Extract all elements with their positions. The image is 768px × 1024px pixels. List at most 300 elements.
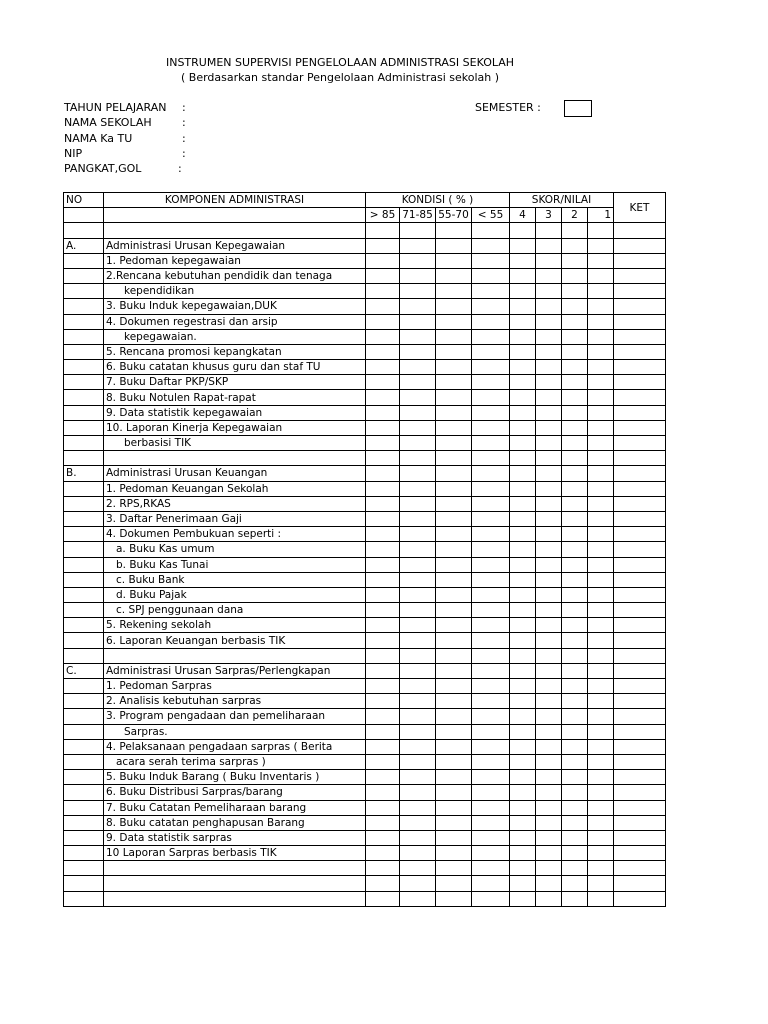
cell-kondisi-55-70[interactable]	[436, 481, 472, 496]
cell-kondisi-85[interactable]	[366, 815, 400, 830]
cell-skor-4[interactable]	[510, 663, 536, 678]
cell-kondisi-85[interactable]	[366, 587, 400, 602]
cell-skor-4[interactable]	[510, 375, 536, 390]
cell-ket[interactable]	[614, 876, 666, 891]
cell-kondisi-71-85[interactable]	[400, 709, 436, 724]
cell-kondisi-71-85[interactable]	[400, 785, 436, 800]
cell-skor-3[interactable]	[536, 785, 562, 800]
cell-skor-1[interactable]	[588, 663, 614, 678]
cell-kondisi-71-85[interactable]	[400, 466, 436, 481]
cell-kondisi-55[interactable]	[472, 557, 510, 572]
cell-ket[interactable]	[614, 557, 666, 572]
cell-kondisi-71-85[interactable]	[400, 633, 436, 648]
cell-skor-1[interactable]	[588, 603, 614, 618]
cell-kondisi-55-70[interactable]	[436, 253, 472, 268]
cell-kondisi-71-85[interactable]	[400, 770, 436, 785]
cell-kondisi-55-70[interactable]	[436, 420, 472, 435]
cell-kondisi-85[interactable]	[366, 891, 400, 906]
cell-kondisi-71-85[interactable]	[400, 238, 436, 253]
cell-kondisi-71-85[interactable]	[400, 739, 436, 754]
cell-skor-4[interactable]	[510, 481, 536, 496]
cell-kondisi-85[interactable]	[366, 405, 400, 420]
cell-kondisi-55-70[interactable]	[436, 436, 472, 451]
cell-kondisi-85[interactable]	[366, 830, 400, 845]
cell-skor-4[interactable]	[510, 511, 536, 526]
cell-skor-1[interactable]	[588, 511, 614, 526]
cell-kondisi-85[interactable]	[366, 739, 400, 754]
cell-kondisi-55[interactable]	[472, 511, 510, 526]
cell-skor-3[interactable]	[536, 754, 562, 769]
cell-kondisi-71-85[interactable]	[400, 724, 436, 739]
cell-skor-4[interactable]	[510, 268, 536, 283]
cell-skor-1[interactable]	[588, 861, 614, 876]
cell-kondisi-55[interactable]	[472, 891, 510, 906]
cell-kondisi-55-70[interactable]	[436, 223, 472, 238]
cell-kondisi-71-85[interactable]	[400, 572, 436, 587]
cell-kondisi-85[interactable]	[366, 709, 400, 724]
cell-skor-1[interactable]	[588, 284, 614, 299]
cell-kondisi-85[interactable]	[366, 360, 400, 375]
cell-skor-1[interactable]	[588, 739, 614, 754]
cell-kondisi-55-70[interactable]	[436, 405, 472, 420]
cell-skor-3[interactable]	[536, 800, 562, 815]
cell-kondisi-55[interactable]	[472, 618, 510, 633]
cell-skor-3[interactable]	[536, 314, 562, 329]
cell-ket[interactable]	[614, 299, 666, 314]
cell-skor-2[interactable]	[562, 830, 588, 845]
cell-kondisi-55[interactable]	[472, 648, 510, 663]
cell-kondisi-71-85[interactable]	[400, 314, 436, 329]
cell-kondisi-85[interactable]	[366, 375, 400, 390]
cell-skor-3[interactable]	[536, 876, 562, 891]
cell-kondisi-85[interactable]	[366, 876, 400, 891]
cell-skor-2[interactable]	[562, 876, 588, 891]
cell-kondisi-55-70[interactable]	[436, 496, 472, 511]
cell-skor-2[interactable]	[562, 511, 588, 526]
cell-kondisi-55[interactable]	[472, 299, 510, 314]
cell-skor-3[interactable]	[536, 679, 562, 694]
cell-skor-4[interactable]	[510, 420, 536, 435]
cell-kondisi-55[interactable]	[472, 481, 510, 496]
cell-kondisi-71-85[interactable]	[400, 420, 436, 435]
cell-skor-2[interactable]	[562, 694, 588, 709]
cell-kondisi-85[interactable]	[366, 481, 400, 496]
cell-kondisi-71-85[interactable]	[400, 542, 436, 557]
cell-kondisi-55[interactable]	[472, 238, 510, 253]
cell-kondisi-71-85[interactable]	[400, 481, 436, 496]
cell-kondisi-71-85[interactable]	[400, 846, 436, 861]
cell-kondisi-55-70[interactable]	[436, 344, 472, 359]
cell-skor-3[interactable]	[536, 496, 562, 511]
cell-skor-3[interactable]	[536, 527, 562, 542]
cell-skor-4[interactable]	[510, 633, 536, 648]
cell-skor-4[interactable]	[510, 329, 536, 344]
cell-kondisi-85[interactable]	[366, 633, 400, 648]
cell-skor-4[interactable]	[510, 724, 536, 739]
cell-ket[interactable]	[614, 223, 666, 238]
cell-skor-2[interactable]	[562, 344, 588, 359]
cell-kondisi-55-70[interactable]	[436, 618, 472, 633]
cell-ket[interactable]	[614, 603, 666, 618]
cell-kondisi-55[interactable]	[472, 542, 510, 557]
cell-skor-4[interactable]	[510, 618, 536, 633]
cell-skor-3[interactable]	[536, 284, 562, 299]
cell-skor-1[interactable]	[588, 420, 614, 435]
cell-kondisi-85[interactable]	[366, 223, 400, 238]
cell-ket[interactable]	[614, 648, 666, 663]
cell-ket[interactable]	[614, 785, 666, 800]
cell-kondisi-55[interactable]	[472, 284, 510, 299]
cell-kondisi-85[interactable]	[366, 542, 400, 557]
cell-ket[interactable]	[614, 481, 666, 496]
cell-kondisi-55[interactable]	[472, 587, 510, 602]
cell-kondisi-71-85[interactable]	[400, 253, 436, 268]
cell-kondisi-71-85[interactable]	[400, 527, 436, 542]
cell-ket[interactable]	[614, 694, 666, 709]
cell-kondisi-85[interactable]	[366, 679, 400, 694]
cell-skor-2[interactable]	[562, 436, 588, 451]
cell-skor-4[interactable]	[510, 679, 536, 694]
cell-kondisi-55[interactable]	[472, 466, 510, 481]
cell-skor-2[interactable]	[562, 314, 588, 329]
cell-skor-3[interactable]	[536, 344, 562, 359]
cell-kondisi-85[interactable]	[366, 344, 400, 359]
cell-skor-3[interactable]	[536, 724, 562, 739]
cell-kondisi-55[interactable]	[472, 679, 510, 694]
cell-skor-3[interactable]	[536, 375, 562, 390]
cell-skor-2[interactable]	[562, 329, 588, 344]
cell-skor-2[interactable]	[562, 785, 588, 800]
cell-skor-2[interactable]	[562, 496, 588, 511]
cell-kondisi-55-70[interactable]	[436, 800, 472, 815]
cell-skor-4[interactable]	[510, 739, 536, 754]
cell-skor-3[interactable]	[536, 633, 562, 648]
cell-skor-4[interactable]	[510, 390, 536, 405]
cell-kondisi-85[interactable]	[366, 694, 400, 709]
cell-kondisi-71-85[interactable]	[400, 405, 436, 420]
cell-kondisi-55-70[interactable]	[436, 314, 472, 329]
cell-kondisi-85[interactable]	[366, 253, 400, 268]
cell-skor-1[interactable]	[588, 466, 614, 481]
cell-kondisi-55-70[interactable]	[436, 587, 472, 602]
cell-skor-4[interactable]	[510, 800, 536, 815]
cell-skor-4[interactable]	[510, 223, 536, 238]
cell-skor-4[interactable]	[510, 436, 536, 451]
cell-skor-1[interactable]	[588, 709, 614, 724]
cell-kondisi-71-85[interactable]	[400, 861, 436, 876]
cell-kondisi-55[interactable]	[472, 405, 510, 420]
cell-skor-3[interactable]	[536, 739, 562, 754]
cell-kondisi-55[interactable]	[472, 724, 510, 739]
cell-skor-1[interactable]	[588, 451, 614, 466]
cell-kondisi-85[interactable]	[366, 663, 400, 678]
cell-kondisi-55[interactable]	[472, 785, 510, 800]
cell-kondisi-55[interactable]	[472, 663, 510, 678]
cell-kondisi-55-70[interactable]	[436, 527, 472, 542]
cell-skor-1[interactable]	[588, 542, 614, 557]
cell-ket[interactable]	[614, 238, 666, 253]
cell-skor-3[interactable]	[536, 861, 562, 876]
cell-skor-3[interactable]	[536, 481, 562, 496]
semester-input-box[interactable]	[564, 100, 592, 117]
cell-kondisi-55[interactable]	[472, 375, 510, 390]
cell-kondisi-55[interactable]	[472, 815, 510, 830]
cell-skor-2[interactable]	[562, 284, 588, 299]
cell-ket[interactable]	[614, 861, 666, 876]
cell-skor-2[interactable]	[562, 223, 588, 238]
cell-ket[interactable]	[614, 451, 666, 466]
cell-skor-4[interactable]	[510, 542, 536, 557]
cell-skor-4[interactable]	[510, 876, 536, 891]
cell-kondisi-71-85[interactable]	[400, 891, 436, 906]
cell-kondisi-85[interactable]	[366, 238, 400, 253]
cell-kondisi-71-85[interactable]	[400, 603, 436, 618]
cell-kondisi-55[interactable]	[472, 451, 510, 466]
cell-skor-4[interactable]	[510, 253, 536, 268]
cell-kondisi-71-85[interactable]	[400, 360, 436, 375]
cell-kondisi-85[interactable]	[366, 329, 400, 344]
cell-kondisi-55[interactable]	[472, 876, 510, 891]
cell-kondisi-71-85[interactable]	[400, 679, 436, 694]
cell-kondisi-71-85[interactable]	[400, 223, 436, 238]
cell-skor-1[interactable]	[588, 314, 614, 329]
cell-kondisi-55-70[interactable]	[436, 603, 472, 618]
cell-skor-2[interactable]	[562, 891, 588, 906]
cell-skor-3[interactable]	[536, 420, 562, 435]
cell-skor-1[interactable]	[588, 360, 614, 375]
cell-skor-2[interactable]	[562, 709, 588, 724]
cell-skor-2[interactable]	[562, 633, 588, 648]
cell-ket[interactable]	[614, 800, 666, 815]
cell-kondisi-55[interactable]	[472, 633, 510, 648]
cell-skor-2[interactable]	[562, 405, 588, 420]
cell-skor-2[interactable]	[562, 238, 588, 253]
cell-skor-2[interactable]	[562, 587, 588, 602]
cell-skor-2[interactable]	[562, 663, 588, 678]
cell-kondisi-71-85[interactable]	[400, 557, 436, 572]
cell-kondisi-55-70[interactable]	[436, 466, 472, 481]
cell-kondisi-55-70[interactable]	[436, 785, 472, 800]
cell-skor-3[interactable]	[536, 618, 562, 633]
cell-kondisi-71-85[interactable]	[400, 390, 436, 405]
cell-skor-4[interactable]	[510, 785, 536, 800]
cell-ket[interactable]	[614, 891, 666, 906]
cell-skor-3[interactable]	[536, 329, 562, 344]
cell-skor-4[interactable]	[510, 405, 536, 420]
cell-skor-4[interactable]	[510, 466, 536, 481]
cell-skor-3[interactable]	[536, 223, 562, 238]
cell-kondisi-85[interactable]	[366, 648, 400, 663]
cell-kondisi-71-85[interactable]	[400, 815, 436, 830]
cell-skor-1[interactable]	[588, 268, 614, 283]
cell-skor-4[interactable]	[510, 891, 536, 906]
cell-skor-4[interactable]	[510, 572, 536, 587]
cell-skor-4[interactable]	[510, 284, 536, 299]
cell-skor-2[interactable]	[562, 800, 588, 815]
cell-kondisi-55-70[interactable]	[436, 739, 472, 754]
cell-skor-2[interactable]	[562, 253, 588, 268]
cell-ket[interactable]	[614, 360, 666, 375]
cell-kondisi-55-70[interactable]	[436, 663, 472, 678]
cell-kondisi-55[interactable]	[472, 846, 510, 861]
cell-skor-1[interactable]	[588, 891, 614, 906]
cell-skor-4[interactable]	[510, 846, 536, 861]
cell-kondisi-55[interactable]	[472, 770, 510, 785]
cell-skor-1[interactable]	[588, 770, 614, 785]
cell-kondisi-85[interactable]	[366, 770, 400, 785]
cell-skor-1[interactable]	[588, 223, 614, 238]
cell-kondisi-71-85[interactable]	[400, 284, 436, 299]
cell-ket[interactable]	[614, 679, 666, 694]
cell-skor-3[interactable]	[536, 542, 562, 557]
cell-skor-3[interactable]	[536, 557, 562, 572]
cell-kondisi-55[interactable]	[472, 739, 510, 754]
cell-kondisi-55[interactable]	[472, 420, 510, 435]
cell-kondisi-55-70[interactable]	[436, 299, 472, 314]
cell-kondisi-85[interactable]	[366, 572, 400, 587]
cell-kondisi-71-85[interactable]	[400, 268, 436, 283]
cell-kondisi-55-70[interactable]	[436, 238, 472, 253]
cell-skor-1[interactable]	[588, 846, 614, 861]
cell-ket[interactable]	[614, 420, 666, 435]
cell-skor-3[interactable]	[536, 405, 562, 420]
cell-kondisi-71-85[interactable]	[400, 618, 436, 633]
cell-skor-2[interactable]	[562, 481, 588, 496]
cell-kondisi-55-70[interactable]	[436, 329, 472, 344]
cell-kondisi-85[interactable]	[366, 603, 400, 618]
cell-kondisi-85[interactable]	[366, 527, 400, 542]
cell-kondisi-71-85[interactable]	[400, 663, 436, 678]
cell-ket[interactable]	[614, 724, 666, 739]
cell-skor-3[interactable]	[536, 603, 562, 618]
cell-kondisi-55-70[interactable]	[436, 360, 472, 375]
cell-skor-2[interactable]	[562, 846, 588, 861]
cell-ket[interactable]	[614, 587, 666, 602]
cell-ket[interactable]	[614, 618, 666, 633]
cell-skor-2[interactable]	[562, 724, 588, 739]
cell-skor-3[interactable]	[536, 648, 562, 663]
cell-skor-4[interactable]	[510, 238, 536, 253]
cell-kondisi-71-85[interactable]	[400, 511, 436, 526]
cell-skor-3[interactable]	[536, 846, 562, 861]
cell-skor-2[interactable]	[562, 527, 588, 542]
cell-skor-2[interactable]	[562, 542, 588, 557]
cell-kondisi-55-70[interactable]	[436, 830, 472, 845]
cell-kondisi-55[interactable]	[472, 314, 510, 329]
cell-skor-2[interactable]	[562, 648, 588, 663]
cell-ket[interactable]	[614, 572, 666, 587]
cell-ket[interactable]	[614, 436, 666, 451]
cell-skor-3[interactable]	[536, 663, 562, 678]
cell-ket[interactable]	[614, 770, 666, 785]
cell-ket[interactable]	[614, 739, 666, 754]
cell-skor-2[interactable]	[562, 861, 588, 876]
cell-skor-1[interactable]	[588, 557, 614, 572]
cell-skor-3[interactable]	[536, 466, 562, 481]
cell-kondisi-71-85[interactable]	[400, 694, 436, 709]
cell-ket[interactable]	[614, 284, 666, 299]
cell-skor-3[interactable]	[536, 511, 562, 526]
cell-kondisi-55-70[interactable]	[436, 876, 472, 891]
cell-skor-2[interactable]	[562, 375, 588, 390]
cell-skor-1[interactable]	[588, 618, 614, 633]
cell-kondisi-85[interactable]	[366, 436, 400, 451]
cell-kondisi-71-85[interactable]	[400, 648, 436, 663]
cell-kondisi-55[interactable]	[472, 436, 510, 451]
cell-skor-2[interactable]	[562, 557, 588, 572]
cell-kondisi-71-85[interactable]	[400, 329, 436, 344]
cell-skor-3[interactable]	[536, 299, 562, 314]
cell-ket[interactable]	[614, 253, 666, 268]
cell-skor-1[interactable]	[588, 253, 614, 268]
cell-skor-3[interactable]	[536, 253, 562, 268]
cell-skor-4[interactable]	[510, 314, 536, 329]
cell-kondisi-55[interactable]	[472, 496, 510, 511]
cell-ket[interactable]	[614, 830, 666, 845]
cell-skor-1[interactable]	[588, 329, 614, 344]
cell-skor-3[interactable]	[536, 815, 562, 830]
cell-skor-4[interactable]	[510, 603, 536, 618]
cell-kondisi-85[interactable]	[366, 557, 400, 572]
cell-skor-2[interactable]	[562, 572, 588, 587]
cell-skor-4[interactable]	[510, 754, 536, 769]
cell-skor-3[interactable]	[536, 238, 562, 253]
cell-kondisi-55-70[interactable]	[436, 679, 472, 694]
cell-skor-2[interactable]	[562, 603, 588, 618]
cell-kondisi-55-70[interactable]	[436, 268, 472, 283]
cell-skor-2[interactable]	[562, 268, 588, 283]
cell-kondisi-55[interactable]	[472, 572, 510, 587]
cell-skor-3[interactable]	[536, 268, 562, 283]
cell-ket[interactable]	[614, 754, 666, 769]
cell-kondisi-55-70[interactable]	[436, 451, 472, 466]
cell-skor-4[interactable]	[510, 648, 536, 663]
cell-skor-1[interactable]	[588, 390, 614, 405]
cell-skor-2[interactable]	[562, 420, 588, 435]
cell-kondisi-55-70[interactable]	[436, 754, 472, 769]
cell-kondisi-55[interactable]	[472, 694, 510, 709]
cell-ket[interactable]	[614, 815, 666, 830]
cell-skor-2[interactable]	[562, 739, 588, 754]
cell-kondisi-85[interactable]	[366, 451, 400, 466]
cell-kondisi-85[interactable]	[366, 420, 400, 435]
cell-skor-1[interactable]	[588, 785, 614, 800]
cell-kondisi-55[interactable]	[472, 268, 510, 283]
cell-kondisi-85[interactable]	[366, 284, 400, 299]
cell-skor-3[interactable]	[536, 436, 562, 451]
cell-kondisi-55[interactable]	[472, 329, 510, 344]
cell-kondisi-85[interactable]	[366, 299, 400, 314]
cell-skor-4[interactable]	[510, 770, 536, 785]
cell-kondisi-85[interactable]	[366, 314, 400, 329]
cell-skor-1[interactable]	[588, 238, 614, 253]
cell-kondisi-71-85[interactable]	[400, 587, 436, 602]
cell-kondisi-71-85[interactable]	[400, 375, 436, 390]
cell-ket[interactable]	[614, 633, 666, 648]
cell-skor-2[interactable]	[562, 390, 588, 405]
cell-kondisi-85[interactable]	[366, 268, 400, 283]
cell-skor-4[interactable]	[510, 815, 536, 830]
cell-skor-1[interactable]	[588, 299, 614, 314]
cell-skor-3[interactable]	[536, 390, 562, 405]
cell-kondisi-55-70[interactable]	[436, 390, 472, 405]
cell-skor-1[interactable]	[588, 481, 614, 496]
cell-skor-2[interactable]	[562, 754, 588, 769]
cell-skor-4[interactable]	[510, 344, 536, 359]
cell-skor-2[interactable]	[562, 299, 588, 314]
cell-skor-4[interactable]	[510, 451, 536, 466]
cell-skor-2[interactable]	[562, 451, 588, 466]
